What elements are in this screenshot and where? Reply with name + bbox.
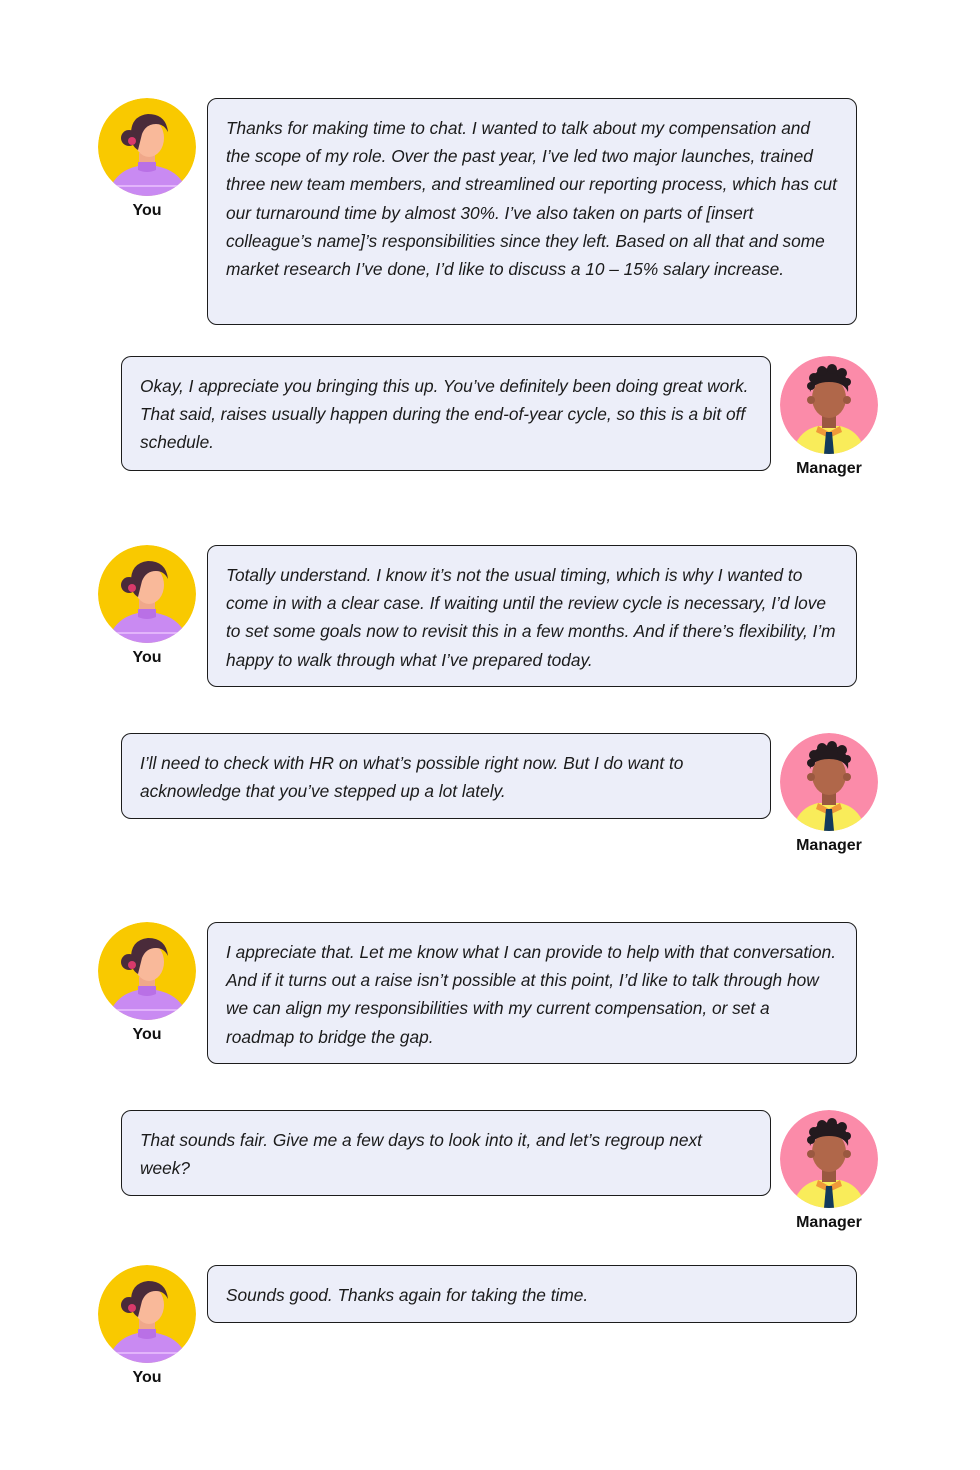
speaker-you xyxy=(97,545,197,667)
speaker-label: You xyxy=(132,1369,162,1386)
message-bubble xyxy=(207,545,857,687)
speaker-manager xyxy=(779,1110,879,1232)
speaker-label: Manager xyxy=(796,1214,862,1231)
message-bubble xyxy=(121,733,771,819)
message-text: Sounds good. Thanks again for taking the time. xyxy=(226,1285,589,1305)
avatar-you-icon xyxy=(98,1265,196,1363)
speaker-manager xyxy=(779,733,879,855)
speaker-label: You xyxy=(132,1026,162,1043)
message-text: Okay, I appreciate you bringing this up. You’ve definitely been doing great work. That said, raises usually happen during the end-of-year cycle, so this is a bit off schedule. xyxy=(140,376,749,453)
avatar-manager-icon xyxy=(780,733,878,831)
speaker-label: Manager xyxy=(796,837,862,854)
speaker-you xyxy=(97,922,197,1044)
message-bubble xyxy=(121,356,771,471)
message-text: Totally understand. I know it’s not the usual timing, which is why I wanted to come in with a clear case. If waiting until the review cycle is necessary, I’d love to set some goals now to revisit this in a few months. And if there’s flexibility, I’m happy to walk through what I’ve prepared today. xyxy=(226,565,836,670)
speaker-you xyxy=(97,98,197,220)
avatar-you-icon xyxy=(98,545,196,643)
avatar-you-icon xyxy=(98,98,196,196)
speaker-label: Manager xyxy=(796,460,862,477)
speaker-you xyxy=(97,1265,197,1387)
message-bubble xyxy=(207,1265,857,1323)
message-bubble xyxy=(121,1110,771,1196)
avatar-you-icon xyxy=(98,922,196,1020)
message-bubble xyxy=(207,98,857,325)
message-text: Thanks for making time to chat. I wanted to talk about my compensation and the scope of my role. Over the past year, I’ve led two major launches, trained three new team members, and streamlined our reporting process, which has cut our turnaround time by almost 30%. I’ve also taken on parts of [insert colleague’s name]’s responsibilities since they left. Based on all that and some market research I’ve done, I’d like to discuss a 10 – 15% salary increase. xyxy=(226,118,837,280)
avatar-manager-icon xyxy=(780,356,878,454)
avatar-manager-icon xyxy=(780,1110,878,1208)
message-bubble xyxy=(207,922,857,1064)
message-text: That sounds fair. Give me a few days to look into it, and let’s regroup next week? xyxy=(140,1130,702,1179)
speaker-label: You xyxy=(132,202,162,219)
speaker-label: You xyxy=(132,649,162,666)
message-text: I appreciate that. Let me know what I can provide to help with that conversation. And if it turns out a raise isn’t possible at this point, I’d like to talk through how we can align my responsibilities with my current compensation, or set a roadmap to bridge the gap. xyxy=(226,942,836,1047)
message-text: I’ll need to check with HR on what’s possible right now. But I do want to acknowledge that you’ve stepped up a lot lately. xyxy=(140,753,684,802)
speaker-manager xyxy=(779,356,879,478)
